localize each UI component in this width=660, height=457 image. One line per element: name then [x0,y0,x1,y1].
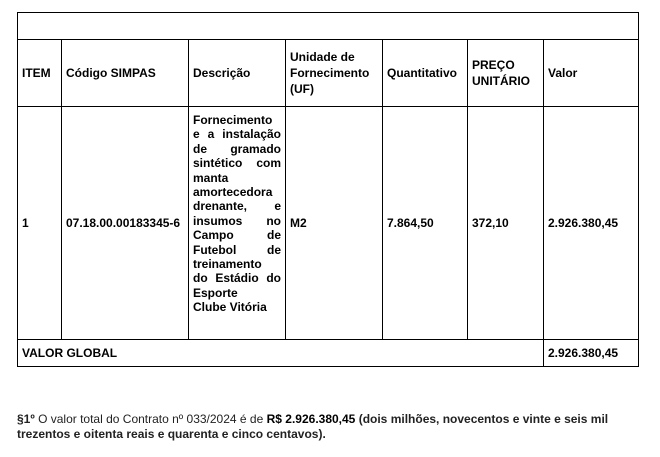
desc-line: Futebol de [193,242,281,257]
desc-line: Campo de [193,228,281,243]
table-row [18,107,639,340]
desc-line: Fornecimento [193,113,273,127]
cell-item: 1 [18,107,62,340]
desc-line: manta [193,170,229,185]
desc-line: e a instalação [193,127,281,142]
desc-line: drenante, e [193,199,281,214]
cell-quantitativo: 7.864,50 [383,107,468,340]
desc-line: treinamento [193,257,262,272]
cell-valor: 2.926.380,45 [544,107,639,340]
cell-descricao [189,107,286,340]
desc-line: insumos no [193,213,281,228]
header-quantitativo: Quantitativo [383,40,468,107]
desc-line: do Estádio do [193,271,281,286]
header-codigo: Código SIMPAS [62,40,189,107]
desc-line: Clube Vitória [193,300,267,315]
paragraph-amount: R$ 2.926.380,45 [266,412,356,426]
header-unidade: Unidade de Fornecimento (UF) [286,40,383,107]
desc-line: Esporte [193,285,238,300]
blank-cell [18,13,639,40]
total-row [18,340,639,367]
cell-unidade: M2 [286,107,383,340]
header-item: ITEM [18,40,62,107]
header-valor: Valor [544,40,639,107]
paragraph-marker: §1º [17,412,35,426]
total-label: VALOR GLOBAL [18,340,544,367]
table-header-row [18,40,639,107]
cell-preco: 372,10 [468,107,544,340]
header-descricao: Descrição [189,40,286,107]
contract-paragraph [17,412,638,442]
total-value: 2.926.380,45 [544,340,639,367]
paragraph-text-after: (dois milhões, novecentos e vinte e seis mil trezentos e oitenta reais e quarenta e cinco centavos). [17,412,609,441]
contract-table [17,12,639,367]
cell-codigo: 07.18.00.00183345-6 [62,107,189,340]
desc-line: de gramado [193,141,281,156]
paragraph-text-before: O valor total do Contrato nº 033/2024 é de [34,412,267,426]
desc-line: amortecedora [193,185,273,200]
desc-line: sintético com [193,156,281,171]
table-title-row [18,13,639,40]
header-preco: PREÇO UNITÁRIO [468,40,544,107]
